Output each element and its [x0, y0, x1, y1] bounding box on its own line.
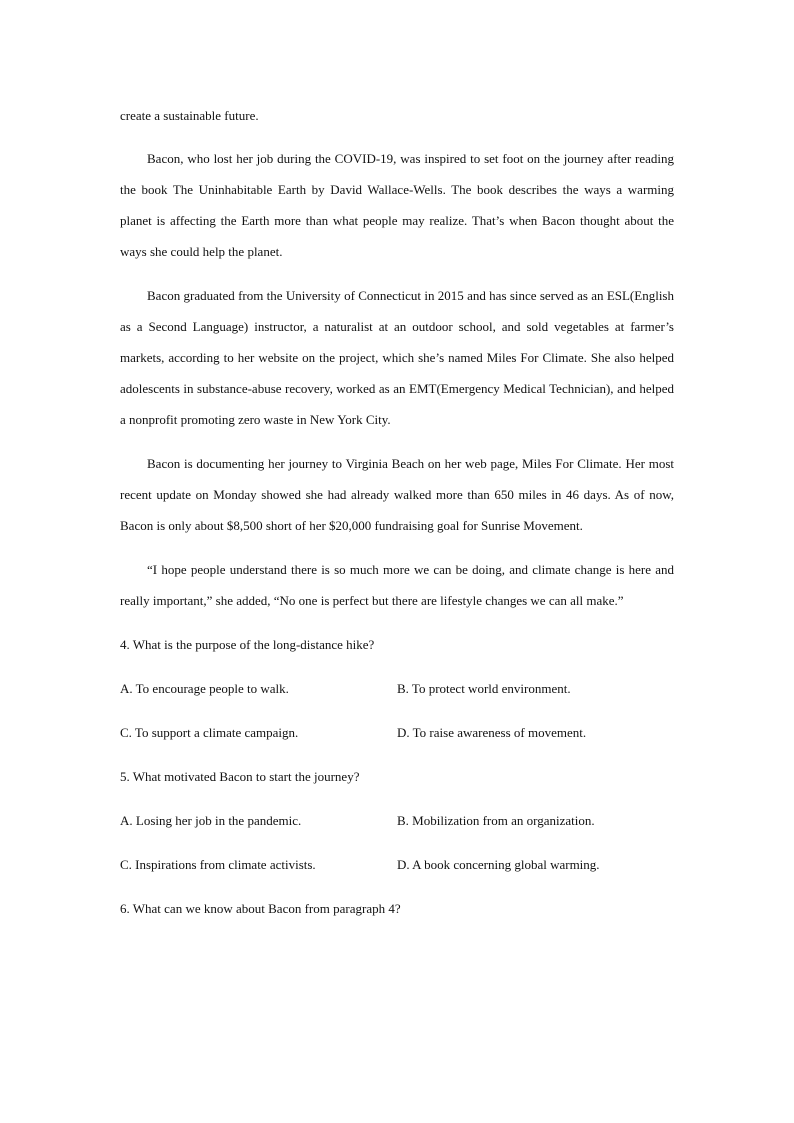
question-4-option-d: D. To raise awareness of movement. — [397, 725, 587, 740]
document-page — [120, 100, 674, 937]
question-6-stem: 6. What can we know about Bacon from paragraph 4? — [120, 901, 401, 916]
question-5-option-c: C. Inspirations from climate activists. — [120, 857, 316, 872]
question-4-option-a: A. To encourage people to walk. — [120, 681, 289, 696]
paragraph-continuation: create a sustainable future. — [120, 108, 259, 123]
question-5-option-d: D. A book concerning global warming. — [397, 857, 600, 872]
question-4-options — [120, 673, 674, 704]
question-4-option-b: B. To protect world environment. — [397, 681, 571, 696]
question-5-options — [120, 805, 674, 836]
question-5-option-a: A. Losing her job in the pandemic. — [120, 813, 302, 828]
paragraph-documenting: Bacon is documenting her journey to Virginia Beach on her web page, Miles For Climate. Her most recent update on Monday showed she had already walked more than 650 miles in 46 days. As of now, Bacon is only about $8,500 short of her $20,000 fundraising goal for Sunrise Movement. — [120, 456, 674, 533]
question-5-stem: 5. What motivated Bacon to start the journey? — [120, 769, 360, 784]
paragraph-quote: “I hope people understand there is so much more we can be doing, and climate change is here and really important,” she added, “No one is perfect but there are lifestyle changes we can all make.” — [120, 562, 674, 608]
question-4-option-c: C. To support a climate campaign. — [120, 725, 299, 740]
question-4-options-row-2 — [120, 717, 674, 748]
paragraph-background: Bacon graduated from the University of Connecticut in 2015 and has since served as an ESL(English as a Second Language) instructor, a naturalist at an outdoor school, and sold vegetables at farmer’s markets, according to her website on the project, which she’s named Miles For Climate. She also helped adolescents in substance-abuse recovery, worked as an EMT(Emergency Medical Technician), and helped a nonprofit promoting zero waste in New York City. — [120, 288, 674, 427]
paragraph-inspiration: Bacon, who lost her job during the COVID-19, was inspired to set foot on the journey after reading the book The Uninhabitable Earth by David Wallace-Wells. The book describes the ways a warming planet is affecting the Earth more than what people may realize. That’s when Bacon thought about the ways she could help the planet. — [120, 151, 674, 259]
question-4-stem: 4. What is the purpose of the long-distance hike? — [120, 637, 375, 652]
question-5-options-row-2 — [120, 849, 674, 880]
question-5-option-b: B. Mobilization from an organization. — [397, 813, 595, 828]
